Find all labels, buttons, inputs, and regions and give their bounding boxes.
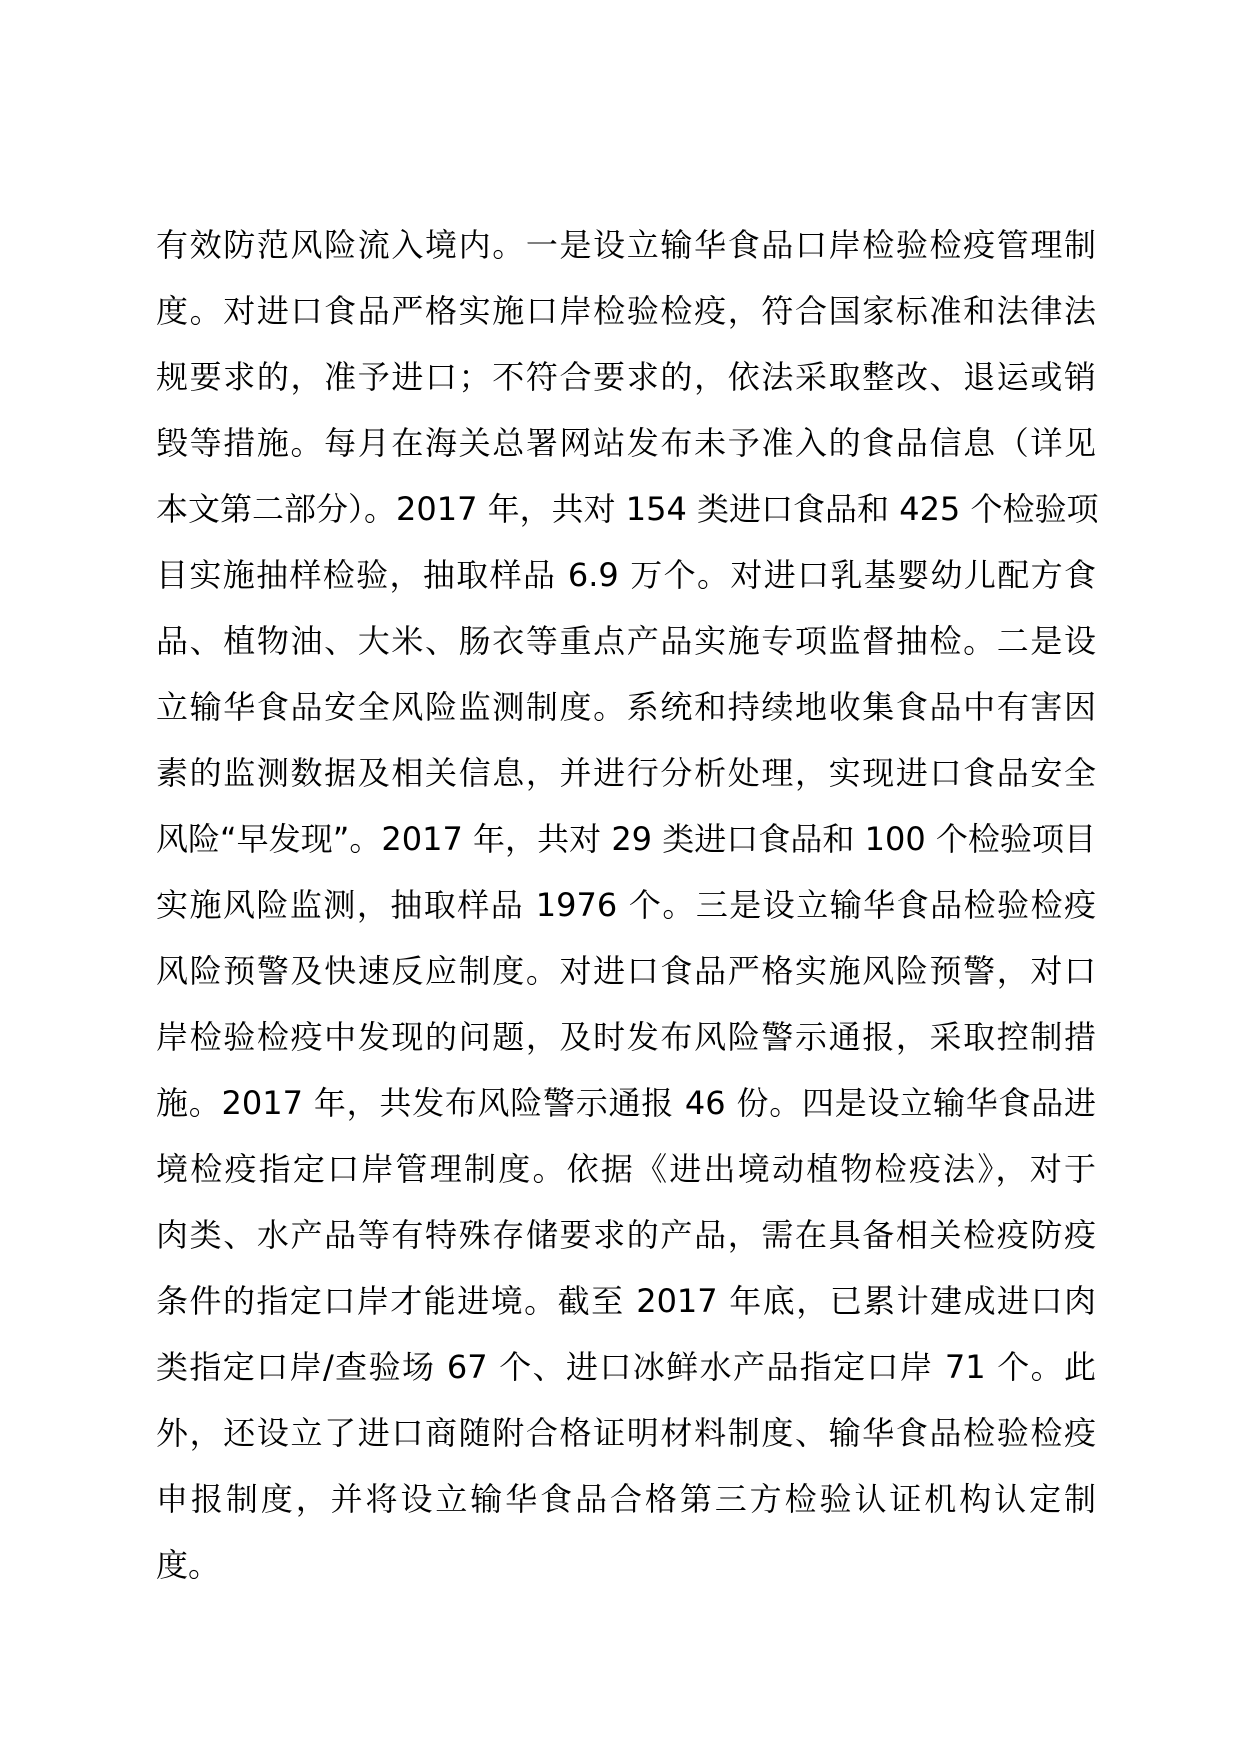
text-line: 度。 [156,1546,221,1584]
text-line: 岸检验检疫中发现的问题，及时发布风险警示通报，采取控制措 [156,1018,1096,1056]
text-line: 度。对进口食品严格实施口岸检验检疫，符合国家标准和法律法 [156,292,1096,330]
text-line: 素的监测数据及相关信息，并进行分析处理，实现进口食品安全 [156,754,1096,792]
text-line: 肉类、水产品等有特殊存储要求的产品，需在具备相关检疫防疫 [156,1216,1096,1254]
text-line: 毁等措施。每月在海关总署网站发布未予准入的食品信息（详见 [156,424,1096,462]
text-line: 规要求的，准予进口；不符合要求的，依法采取整改、退运或销 [156,358,1096,396]
text-line: 条件的指定口岸才能进境。截至 2017 年底，已累计建成进口肉 [156,1282,1096,1320]
text-line: 施。2017 年，共发布风险警示通报 46 份。四是设立输华食品进 [156,1084,1096,1122]
body-paragraph [156,212,1099,1598]
text-line: 目实施抽样检验，抽取样品 6.9 万个。对进口乳基婴幼儿配方食 [156,556,1096,594]
text-line: 风险预警及快速反应制度。对进口食品严格实施风险预警，对口 [156,952,1096,990]
text-line: 外，还设立了进口商随附合格证明材料制度、输华食品检验检疫 [156,1414,1096,1452]
text-line: 品、植物油、大米、肠衣等重点产品实施专项监督抽检。二是设 [156,622,1096,660]
text-line: 立输华食品安全风险监测制度。系统和持续地收集食品中有害因 [156,688,1096,726]
text-line: 本文第二部分）。2017 年，共对 154 类进口食品和 425 个检验项 [156,490,1099,528]
text-line: 有效防范风险流入境内。一是设立输华食品口岸检验检疫管理制 [156,226,1096,264]
text-line: 类指定口岸/查验场 67 个、进口冰鲜水产品指定口岸 71 个。此 [156,1348,1096,1386]
text-line: 境检疫指定口岸管理制度。依据《进出境动植物检疫法》，对于 [156,1150,1096,1188]
text-line: 风险“早发现”。2017 年，共对 29 类进口食品和 100 个检验项目 [156,820,1096,858]
text-line: 申报制度，并将设立输华食品合格第三方检验认证机构认定制 [156,1480,1096,1518]
text-line: 实施风险监测，抽取样品 1976 个。三是设立输华食品检验检疫 [156,886,1096,924]
